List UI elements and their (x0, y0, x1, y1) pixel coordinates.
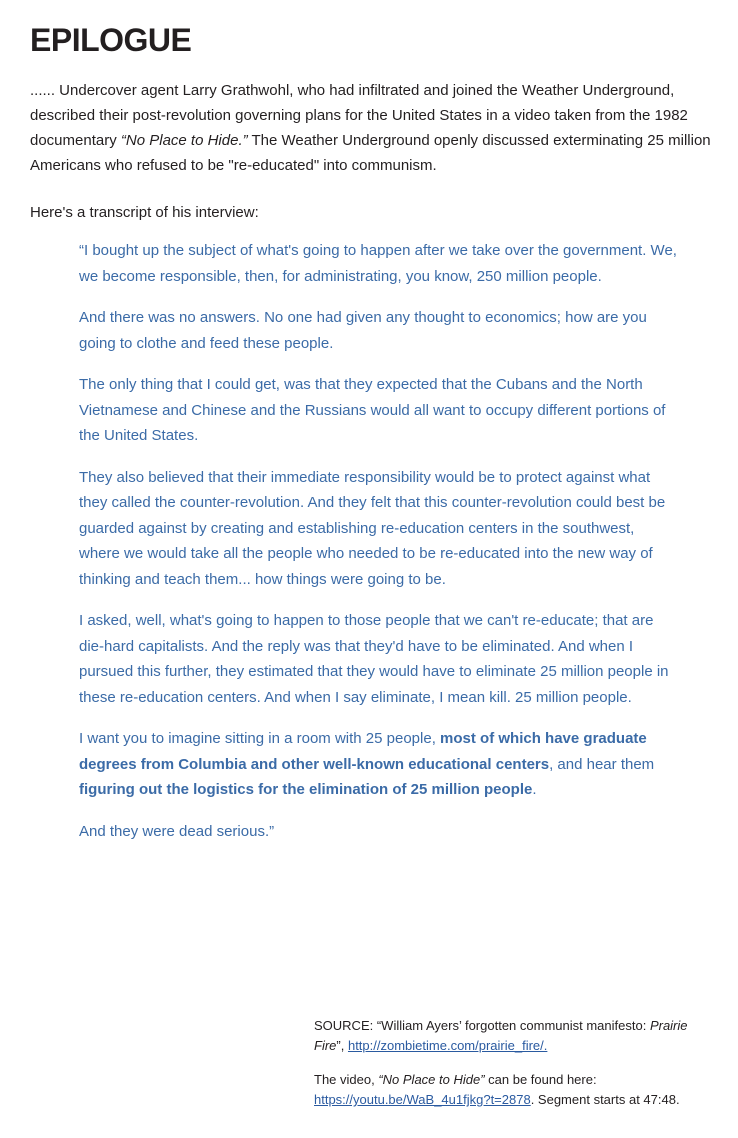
quote-paragraph-5: I asked, well, what's going to happen to those people that we can't re-educate; that are die-hard capitalists. And the reply was that they'd have to be eliminated. And when I pursued this further, they estimated that they would have to eliminate 25 million people in these re-education centers. And when I say eliminate, I mean kill. 25 million people. (79, 612, 669, 706)
video-note (314, 1070, 714, 1110)
quote-paragraph-2: And there was no answers. No one had given any thought to economics; how are you going to clothe and feed these people. (79, 309, 647, 352)
source-label: SOURCE: (314, 1018, 377, 1033)
source-sep: , (340, 1038, 348, 1053)
quote-bold-6b: most of which have graduate degrees from Columbia and other well-known educational centers (79, 730, 647, 773)
quote-paragraph-3: The only thing that I could get, was that they expected that the Cubans and the North Vietnamese and Chinese and the Russians would all want to occupy different portions of the United States. (79, 376, 666, 444)
transcript-lead: Here's a transcript of his interview: (30, 204, 259, 221)
quote-paragraph-4: They also believed that their immediate responsibility would be to protect against what they called the counter-revolution. And they felt that this counter-revolution could best be guarded against by creating and establishing re-education centers in the southwest, where we would take all the people who needed to be re-educated into the new way of thinking and teach them... how things were going to be. (79, 468, 666, 588)
video-text-a: The video, (314, 1072, 379, 1087)
quote-paragraph-1: “I bought up the subject of what's going to happen after we take over the government. We, we become responsible, then, for administrating, you know, 250 million people. (79, 242, 677, 285)
source-title-a: “William Ayers’ forgotten communist manifesto: (376, 1018, 650, 1033)
quote-text-6a: I want you to imagine sitting in a room with 25 people, (79, 730, 441, 747)
source-note (314, 1016, 714, 1124)
intro-text-2: The Weather Underground openly discussed exterminating 25 million Americans who refused to be "re-educated" into communism. (30, 132, 711, 174)
transcript-quote (79, 238, 679, 860)
youtube-link[interactable]: https://youtu.be/WaB_4u1fjkg?t=2878 (314, 1092, 531, 1107)
quote-text-6e: . (532, 781, 537, 798)
documentary-title: “No Place to Hide.” (120, 132, 248, 149)
intro-text-1: ...... Undercover agent Larry Grathwohl, who had infiltrated and joined the Weather Underground, described their post-revolution governing plans for the United States in a video taken from the 1982 documentary (30, 82, 688, 149)
source-citation (314, 1016, 714, 1056)
quote-paragraph-7: And they were dead serious.” (79, 822, 275, 840)
video-text-c: . Segment starts at 47:48. (530, 1092, 680, 1107)
quote-text-6c: , and hear them (549, 755, 655, 773)
quote-paragraph-6 (79, 726, 679, 803)
intro-paragraph (30, 78, 720, 178)
zombietime-link[interactable]: http://zombietime.com/prairie_fire/. (347, 1038, 548, 1053)
source-title-c: ” (336, 1038, 341, 1053)
source-title-italic: Prairie Fire (314, 1018, 688, 1053)
quote-bold-6d: figuring out the logistics for the elimination of 25 million people (79, 781, 533, 798)
page-title: EPILOGUE (30, 22, 192, 58)
video-text-b: can be found here: (484, 1072, 597, 1087)
video-title: “No Place to Hide” (378, 1072, 485, 1087)
